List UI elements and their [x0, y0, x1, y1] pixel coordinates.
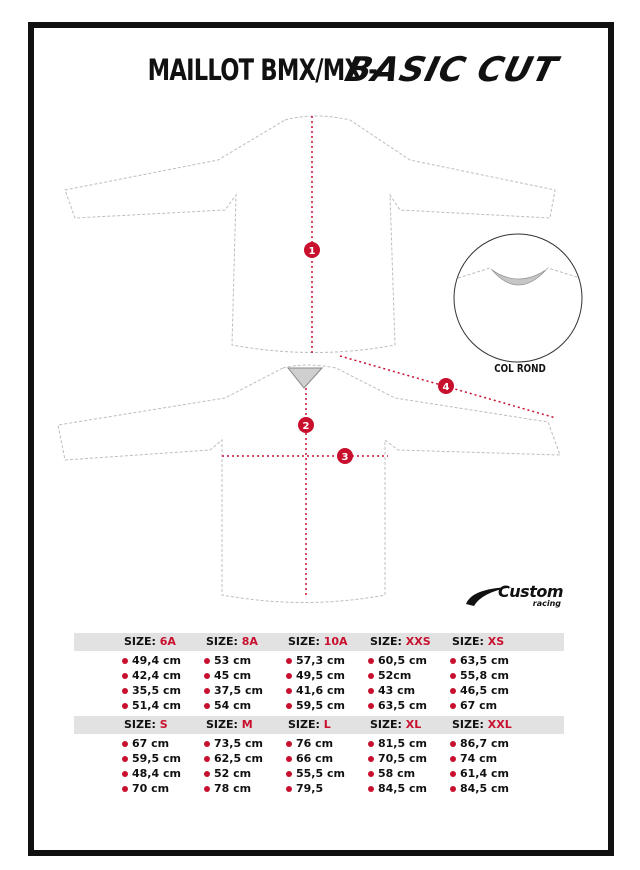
- svg-text:4: 4: [442, 382, 450, 393]
- size-value: 45 cm: [204, 668, 286, 683]
- size-column: [204, 653, 286, 713]
- brand-logo: [462, 582, 567, 612]
- size-column: [122, 736, 204, 796]
- size-value: 42,4 cm: [122, 668, 204, 683]
- jersey-back-outline: [65, 116, 555, 353]
- svg-text:2: 2: [302, 421, 310, 432]
- size-header: SIZE: XXL: [452, 718, 512, 731]
- size-values: [74, 651, 564, 713]
- size-value: 73,5 cm: [204, 736, 286, 751]
- size-values: [74, 734, 564, 796]
- size-value: 52 cm: [204, 766, 286, 781]
- size-value: 59,5 cm: [122, 751, 204, 766]
- size-value: 37,5 cm: [204, 683, 286, 698]
- size-value: 76 cm: [286, 736, 368, 751]
- size-value: 63,5 cm: [450, 653, 532, 668]
- size-value: 46,5 cm: [450, 683, 532, 698]
- front-collar: [288, 368, 322, 388]
- size-header: SIZE: XS: [452, 635, 505, 648]
- size-value: 62,5 cm: [204, 751, 286, 766]
- size-value: 54 cm: [204, 698, 286, 713]
- size-column: [122, 653, 204, 713]
- size-value: 57,3 cm: [286, 653, 368, 668]
- size-value: 74 cm: [450, 751, 532, 766]
- size-column: [204, 736, 286, 796]
- size-value: 81,5 cm: [368, 736, 450, 751]
- size-value: 59,5 cm: [286, 698, 368, 713]
- size-header: SIZE: 6A: [124, 635, 176, 648]
- marker-2: [298, 417, 314, 433]
- size-header: SIZE: 8A: [206, 635, 258, 648]
- marker-1: [304, 242, 320, 258]
- size-header-row: [74, 633, 564, 651]
- size-value: 52cm: [368, 668, 450, 683]
- size-value: 86,7 cm: [450, 736, 532, 751]
- size-value: 51,4 cm: [122, 698, 204, 713]
- size-value: 78 cm: [204, 781, 286, 796]
- size-value: 53 cm: [204, 653, 286, 668]
- size-value: 60,5 cm: [368, 653, 450, 668]
- size-column: [286, 653, 368, 713]
- size-value: 79,5: [286, 781, 368, 796]
- marker-3: [337, 448, 353, 464]
- size-header: SIZE: S: [124, 718, 168, 731]
- size-header: SIZE: L: [288, 718, 331, 731]
- logo-subtext: racing: [532, 599, 561, 608]
- size-value: 61,4 cm: [450, 766, 532, 781]
- jersey-front-outline: [58, 365, 560, 603]
- size-value: 66 cm: [286, 751, 368, 766]
- size-value: 43 cm: [368, 683, 450, 698]
- title-sub: BASIC CUT: [341, 50, 563, 90]
- size-value: 70 cm: [122, 781, 204, 796]
- marker-4: [438, 378, 454, 394]
- size-value: 67 cm: [450, 698, 532, 713]
- size-value: 70,5 cm: [368, 751, 450, 766]
- size-value: 55,5 cm: [286, 766, 368, 781]
- size-header: SIZE: XL: [370, 718, 422, 731]
- collar-detail: [454, 234, 582, 362]
- logo-text: Custom: [498, 582, 563, 601]
- size-table-1: [74, 633, 564, 713]
- size-value: 35,5 cm: [122, 683, 204, 698]
- size-column: [286, 736, 368, 796]
- size-value: 48,4 cm: [122, 766, 204, 781]
- size-value: 55,8 cm: [450, 668, 532, 683]
- svg-text:1: 1: [308, 246, 316, 257]
- title-main: MAILLOT BMX/MX -: [147, 53, 377, 87]
- size-header: SIZE: M: [206, 718, 253, 731]
- size-header: SIZE: XXS: [370, 635, 431, 648]
- svg-text:3: 3: [341, 452, 349, 463]
- size-table-2: [74, 716, 564, 796]
- size-header: SIZE: 10A: [288, 635, 348, 648]
- size-value: 63,5 cm: [368, 698, 450, 713]
- size-header-row: [74, 716, 564, 734]
- size-column: [450, 653, 532, 713]
- size-column: [368, 736, 450, 796]
- size-value: 49,5 cm: [286, 668, 368, 683]
- size-value: 49,4 cm: [122, 653, 204, 668]
- size-value: 84,5 cm: [368, 781, 450, 796]
- size-value: 67 cm: [122, 736, 204, 751]
- size-value: 41,6 cm: [286, 683, 368, 698]
- size-value: 84,5 cm: [450, 781, 532, 796]
- size-column: [450, 736, 532, 796]
- size-value: 58 cm: [368, 766, 450, 781]
- size-column: [368, 653, 450, 713]
- collar-label: COL ROND: [494, 362, 546, 375]
